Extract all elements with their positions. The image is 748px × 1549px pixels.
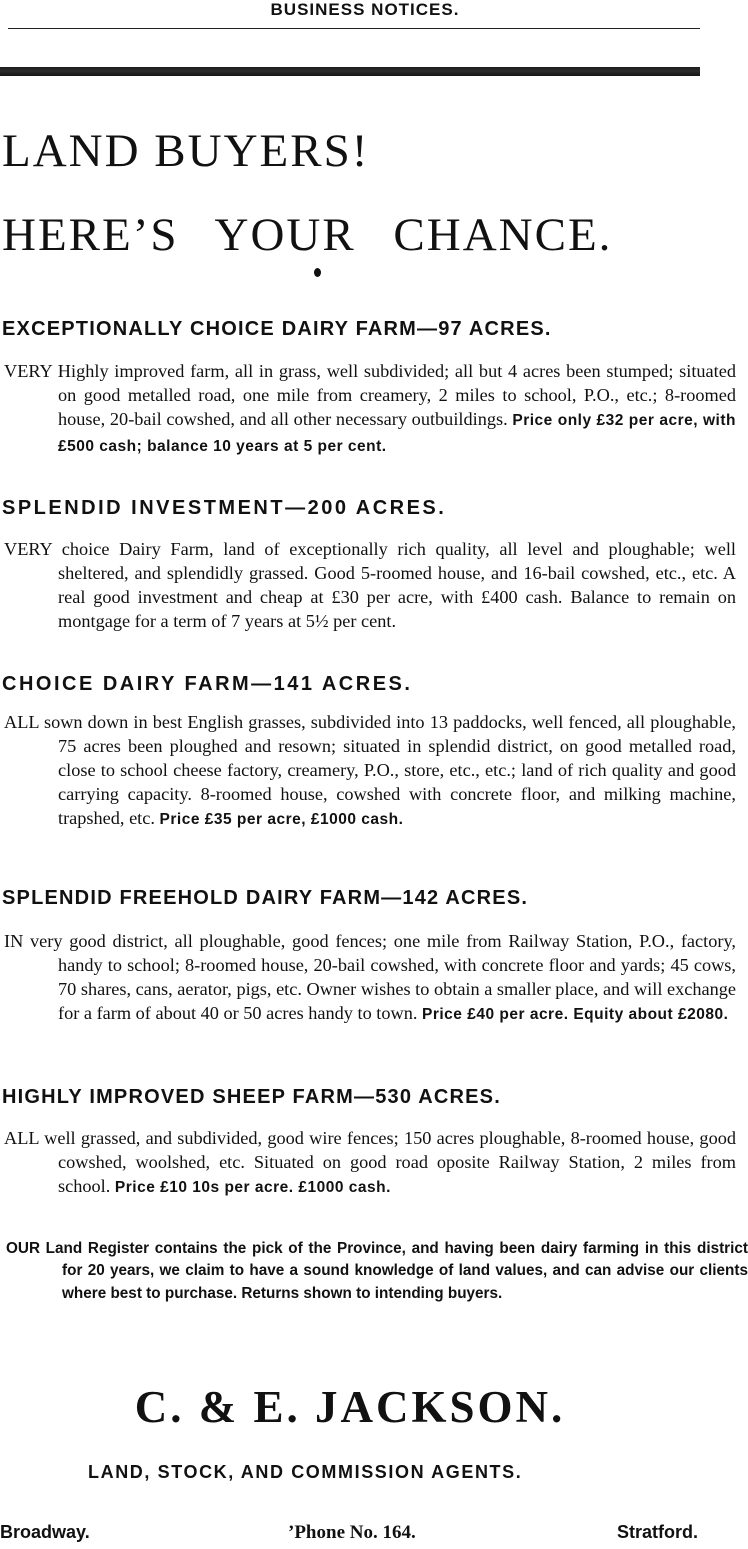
listing-description: ALL sown down in best English grasses, subdivided into 13 paddocks, well fenced, all ploughable, 75 acres been ploughed and resown; situated in splendid district, on good metalled road, close to school cheese factory, creamery, P.O., store, etc., etc.; land of rich quality and good carrying capacity. 8-roomed house, cowshed with concrete floor, and milking machine, trapshed, etc.: [4, 712, 736, 828]
section-divider: [0, 67, 700, 76]
ornament-dot: [314, 268, 321, 277]
listing-description: ALL well grassed, and subdivided, good wire fences; 150 acres ploughable, 8-roomed house, good cowshed, woolshed, etc. Situated on good road oposite Railway Station, 2 miles from school.: [4, 1128, 736, 1196]
listing-price-terms: Price £10 10s per acre. £1000 cash.: [114, 1179, 391, 1196]
listing-price-terms: Price £40 per acre. Equity about £2080.: [422, 1006, 729, 1023]
listing-title-freehold-142: SPLENDID FREEHOLD DAIRY FARM—142 ACRES.: [2, 887, 529, 909]
footer-phone: ’Phone No. 164.: [288, 1522, 416, 1543]
listing-body-dairy-141: [4, 710, 736, 832]
listing-description: IN very good district, all ploughable, good fences; one mile from Railway Station, P.O., factory, handy to school; 8-roomed house, 20-bail cowshed, with concrete floor and yards; 45 cows, 70 shares, cans, aerator, pigs, etc. Owner wishes to obtain a smaller place, and will exchange for a farm of about 40 or 50 acres handy to town.: [4, 931, 736, 1023]
listing-price-terms: Price only £32 per acre, with £500 cash; balance 10 years at 5 per cent.: [58, 412, 736, 455]
listing-description: VERY choice Dairy Farm, land of exceptionally rich quality, all level and ploughable; well sheltered, and splendidly grassed. Good 5-roomed house, and 16-bail cowshed, etc., etc. A real good investment and cheap at £30 per acre, with £400 cash. Balance to remain on montgage for a term of 7 years at 5½ per cent.: [4, 539, 736, 631]
footer-location-left: Broadway.: [0, 1522, 90, 1542]
listing-body-dairy-97: [4, 359, 736, 459]
listing-body-freehold-142: [4, 929, 736, 1027]
listing-title-dairy-141: CHOICE DAIRY FARM—141 ACRES.: [2, 673, 413, 695]
listing-body-investment-200: [4, 537, 736, 633]
listing-title-dairy-97: EXCEPTIONALLY CHOICE DAIRY FARM—97 ACRES.: [2, 318, 552, 340]
section-header: BUSINESS NOTICES.: [270, 0, 460, 19]
listing-title-investment-200: SPLENDID INVESTMENT—200 ACRES.: [2, 497, 447, 519]
listing-title-sheep-530: HIGHLY IMPROVED SHEEP FARM—530 ACRES.: [2, 1086, 501, 1108]
headline-line-1: LAND BUYERS!: [2, 125, 370, 177]
headline-line-2: HERE’S YOUR CHANCE.: [2, 209, 613, 261]
land-register-notice: OUR Land Register contains the pick of the Province, and having been dairy farming in this district for 20 years, we claim to have a sound knowledge of land values, and can advise our clients where best to purchase. Returns shown to intending buyers.: [6, 1240, 748, 1302]
listing-description: VERY Highly improved farm, all in grass, well subdivided; all but 4 acres been stumped; situated on good metalled road, one mile from creamery, 2 miles to school, P.O., etc.; 8-roomed house, 20-bail cowshed, and all other necessary outbuildings.: [4, 361, 736, 429]
company-name: C. & E. JACKSON.: [134, 1382, 566, 1432]
company-tagline: LAND, STOCK, AND COMMISSION AGENTS.: [88, 1462, 523, 1482]
header-rule: [8, 28, 700, 29]
listing-price-terms: Price £35 per acre, £1000 cash.: [159, 811, 404, 828]
listing-body-sheep-530: [4, 1126, 736, 1200]
footer-location-right: Stratford.: [617, 1522, 698, 1542]
